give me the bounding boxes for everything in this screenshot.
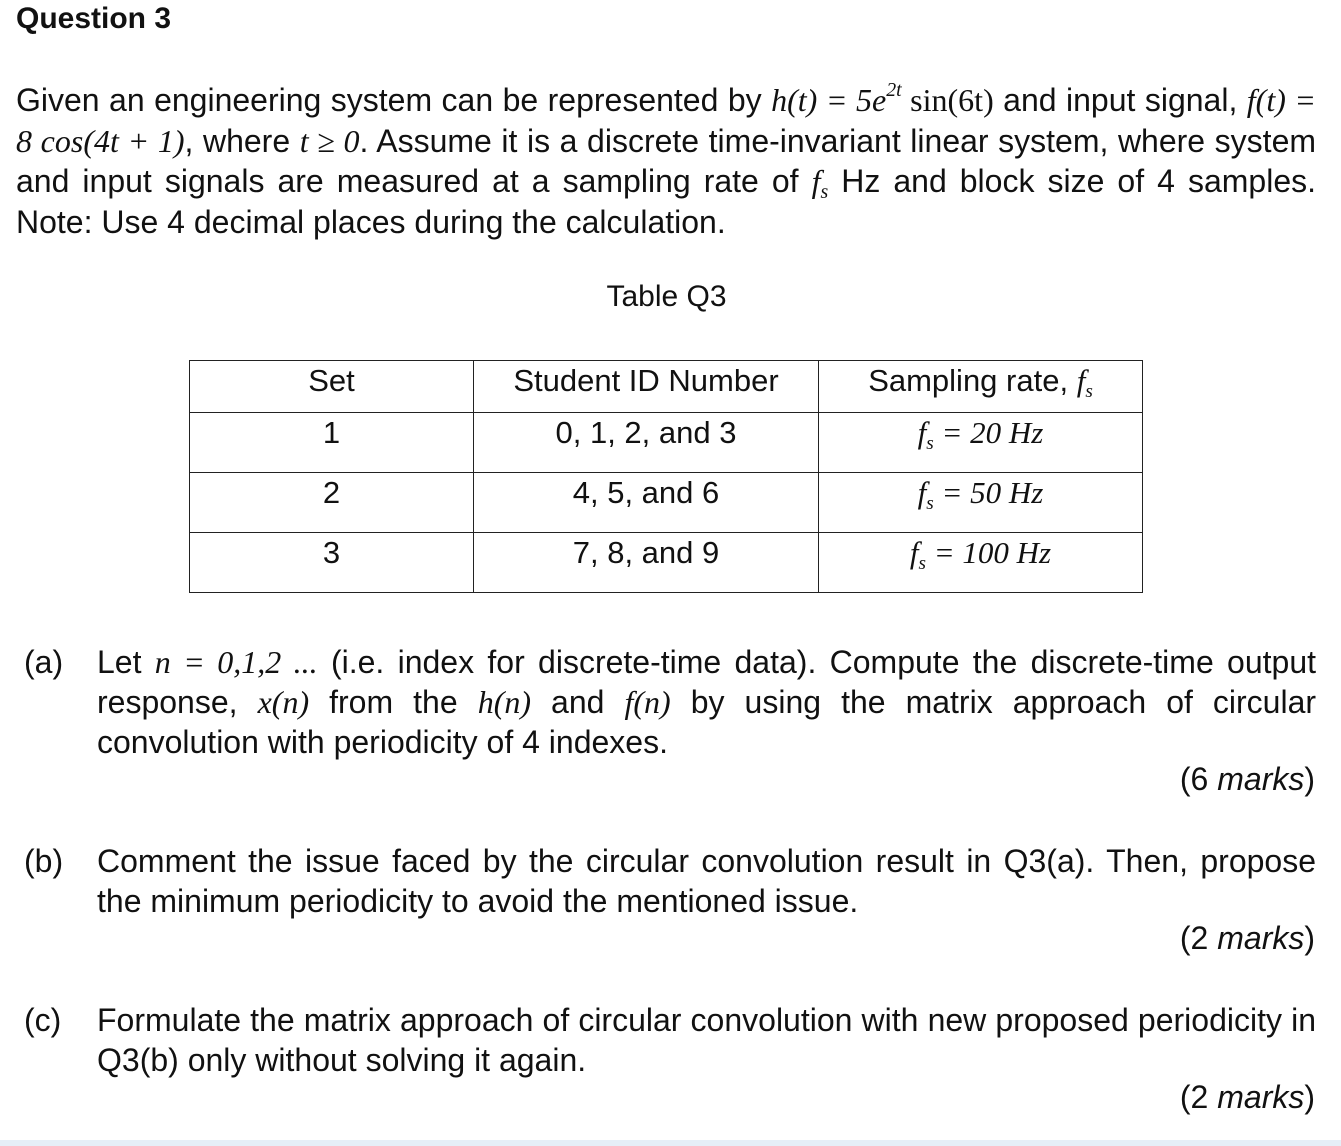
cell-student-ids: 0, 1, 2, and 3 xyxy=(474,413,819,473)
table-row xyxy=(190,533,1143,593)
cell-set: 1 xyxy=(190,413,474,473)
part-b-text: Comment the issue faced by the circular convolution result in Q3(a). Then, propose the minimum periodicity to avoid the mentioned issue. xyxy=(97,843,1316,919)
header-student-id: Student ID Number xyxy=(474,361,819,413)
question-title: Question 3 xyxy=(16,2,172,35)
part-b-label: (b) xyxy=(24,843,64,879)
cell-sampling-rate: $f_s = 100$ Hz xyxy=(819,533,1143,593)
t-condition: t ≥ 0 xyxy=(299,122,360,159)
cell-student-ids: 7, 8, and 9 xyxy=(474,533,819,593)
header-set: Set xyxy=(190,361,474,413)
f-equation: f(t) = 8 cos(4t + 1) xyxy=(16,82,1317,159)
cell-set: 2 xyxy=(190,473,474,533)
sampling-rate-table xyxy=(189,360,1143,593)
table-header-row xyxy=(190,361,1143,413)
part-a-label: (a) xyxy=(24,644,64,680)
bottom-divider xyxy=(0,1140,1341,1146)
table-caption: Table Q3 xyxy=(606,280,727,313)
intro-text-3: , where xyxy=(184,122,300,159)
cell-set: 3 xyxy=(190,533,474,593)
intro-text-4: . Assume it is a discrete time-invariant linear system, where system and input signals are measured at a sampling rate of xyxy=(16,122,1317,199)
table-row xyxy=(190,413,1143,473)
fs-symbol: $f_s$ xyxy=(811,163,829,203)
header-sampling-rate: Sampling rate, $f_s$ xyxy=(819,361,1143,413)
part-c-marks: (2 marks) xyxy=(1179,1079,1315,1115)
part-a-marks: (6 marks) xyxy=(1179,761,1315,797)
part-a xyxy=(24,642,1316,762)
question-intro xyxy=(16,80,1316,242)
part-c-label: (c) xyxy=(24,1002,62,1038)
part-b-marks: (2 marks) xyxy=(1179,920,1315,956)
cell-sampling-rate: $f_s = 20$ Hz xyxy=(819,413,1143,473)
cell-student-ids: 4, 5, and 6 xyxy=(474,473,819,533)
part-a-text: Let n = 0,1,2 ... (i.e. index for discrete-time data). Compute the discrete-time output response, x(n) from the h(n) and f(n) by using the matrix approach of circular convolution with periodicity of 4 indexes. xyxy=(97,644,1317,760)
intro-text-1: Given an engineering system can be represented by xyxy=(16,82,772,118)
part-b xyxy=(24,841,1316,921)
cell-sampling-rate: $f_s = 50$ Hz xyxy=(819,473,1143,533)
part-c-text: Formulate the matrix approach of circular convolution with new proposed periodicity in Q3(b) only without solving it again. xyxy=(97,1002,1316,1078)
intro-text-2: and input signal, xyxy=(993,82,1247,118)
table-row xyxy=(190,473,1143,533)
h-equation: $h(t) = 5e^{2t}$ sin(6t) xyxy=(771,79,994,118)
part-c xyxy=(24,1000,1316,1080)
intro-text-5: Hz and block size of 4 samples. Note: Use 4 decimal places during the calculation. xyxy=(16,163,1317,240)
